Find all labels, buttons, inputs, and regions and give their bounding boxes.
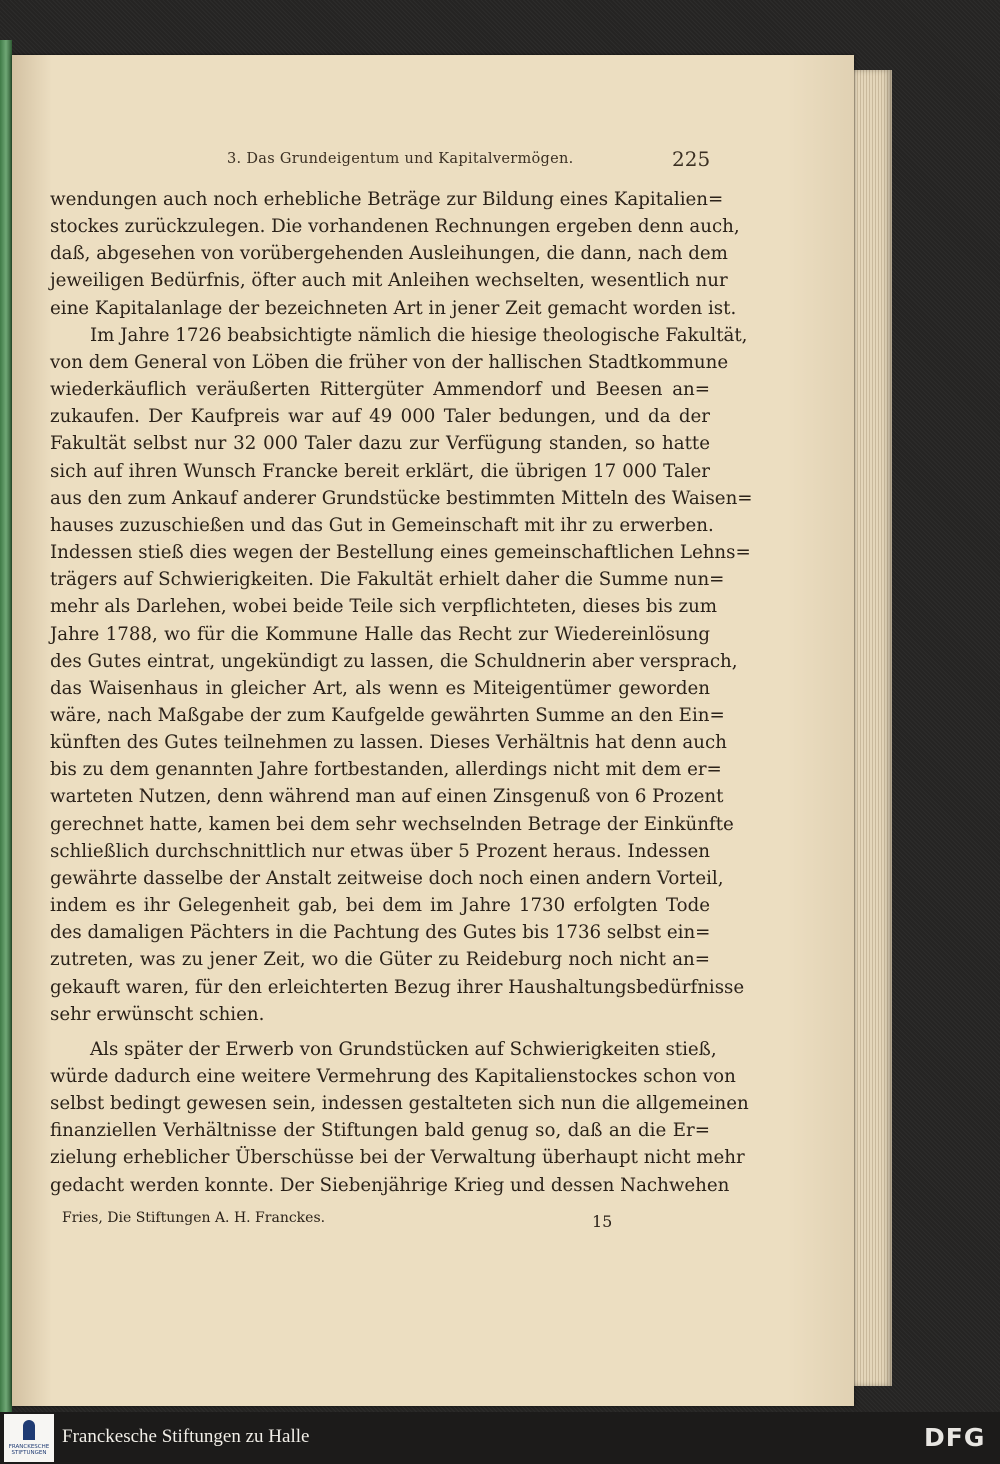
running-header [12,143,854,177]
text-line: Indessen stieß dies wegen der Bestellung eines gemeinschaftlichen Lehns= [50,542,751,564]
text-line: gewährte dasselbe der Anstalt zeitweise doch noch einen andern Vorteil, [50,867,724,889]
body-text [50,186,753,1199]
text-line: jeweiligen Bedürfnis, öfter auch mit Anleihen wechselten, wesentlich nur [50,270,728,292]
text-line: Fakultät selbst nur 32 000 Taler dazu zur Verfügung standen, so hatte [50,433,710,455]
running-title: 3. Das Grundeigentum und Kapitalvermögen. [227,151,574,167]
text-line: sehr erwünscht schien. [50,1003,265,1025]
text-line: des damaligen Pächters in die Pachtung des Gutes bis 1736 selbst ein= [50,922,711,944]
text-line: aus den zum Ankauf anderer Grundstücke bestimmten Mitteln des Waisen= [50,487,753,509]
text-line: zielung erheblicher Überschüsse bei der Verwaltung überhaupt nicht mehr [50,1147,745,1169]
paragraph-gap [50,1028,710,1036]
tower-icon [23,1420,35,1440]
text-line: gedacht werden konnte. Der Siebenjährige Krieg und dessen Nachwehen [50,1174,730,1196]
footer-citation: Fries, Die Stiftungen A. H. Franckes. [62,1210,326,1226]
logo-text-line-1: FRANCKESCHE [8,1444,50,1450]
signature-mark: 15 [592,1212,613,1231]
text-line: eine Kapitalanlage der bezeichneten Art in jener Zeit gemacht worden ist. [50,297,737,319]
text-line: künften des Gutes teilnehmen zu lassen. Dieses Verhältnis hat denn auch [50,732,727,754]
text-line: zukaufen. Der Kaufpreis war auf 49 000 Taler bedungen, und da der [50,406,710,428]
text-line: das Waisenhaus in gleicher Art, als wenn es Miteigentümer geworden [50,677,710,699]
text-line: Jahre 1788, wo für die Kommune Halle das Recht zur Wiedereinlösung [50,623,710,645]
institution-name[interactable]: Franckesche Stiftungen zu Halle [62,1426,310,1447]
institution-logo[interactable] [4,1414,54,1462]
text-line: selbst bedingt gewesen sein, indessen gestalteten sich nun die allgemeinen [50,1093,749,1115]
page-footer [62,1210,642,1231]
text-line: wiederkäuflich veräußerten Rittergüter Ammendorf und Beesen an= [50,379,710,401]
text-line: des Gutes eintrat, ungekündigt zu lassen, die Schuldnerin aber versprach, [50,650,738,672]
text-line: wäre, nach Maßgabe der zum Kaufgelde gewährten Summe an den Ein= [50,704,725,726]
text-line: schließlich durchschnittlich nur etwas über 5 Prozent heraus. Indessen [50,840,710,862]
text-line: trägers auf Schwierigkeiten. Die Fakultät erhielt daher die Summe nun= [50,569,725,591]
text-line: gekauft waren, für den erleichterten Bezug ihrer Haushaltungsbedürfnisse [50,976,745,998]
logo-text [4,1444,54,1456]
text-line: hauses zuzuschießen und das Gut in Gemeinschaft mit ihr zu erwerben. [50,514,714,536]
text-line: wendungen auch noch erhebliche Beträge zur Bildung eines Kapitalien= [50,189,724,210]
text-line: stockes zurückzulegen. Die vorhandenen Rechnungen ergeben denn auch, [50,216,740,238]
text-line: warteten Nutzen, denn während man auf einen Zinsgenuß von 6 Prozent [50,786,724,808]
text-line: Im Jahre 1726 beabsichtigte nämlich die hiesige theologische Fakultät, [90,324,748,346]
text-line: bis zu dem genannten Jahre fortbestanden, allerdings nicht mit dem er= [50,759,722,781]
text-line: gerechnet hatte, kamen bei dem sehr wechselnden Betrage der Einkünfte [50,813,734,835]
text-line: daß, abgesehen von vorübergehenden Ausleihungen, die dann, nach dem [50,243,728,265]
text-line: finanziellen Verhältnisse der Stiftungen bald genug so, daß an die Er= [50,1120,710,1142]
text-line: Als später der Erwerb von Grundstücken auf Schwierigkeiten stieß, [90,1038,717,1060]
book-spine-edge [0,40,12,1412]
text-line: würde dadurch eine weitere Vermehrung des Kapitalienstockes schon von [50,1066,736,1087]
page-number: 225 [672,147,711,171]
text-line: sich auf ihren Wunsch Francke bereit erklärt, die übrigen 17 000 Taler [50,460,710,482]
viewer-footer-bar [0,1412,1000,1464]
text-line: zutreten, was zu jener Zeit, wo die Güter zu Reideburg noch nicht an= [50,949,710,971]
text-line: indem es ihr Gelegenheit gab, bei dem im Jahre 1730 erfolgten Tode [50,895,710,917]
dfg-logo[interactable]: DFG [924,1423,986,1452]
text-line: von dem General von Löben die früher von der hallischen Stadtkommune [50,351,729,373]
text-line: mehr als Darlehen, wobei beide Teile sich verpflichteten, dieses bis zum [50,596,718,618]
page-edges [852,70,892,1386]
logo-text-line-2: STIFTUNGEN [11,1450,47,1456]
